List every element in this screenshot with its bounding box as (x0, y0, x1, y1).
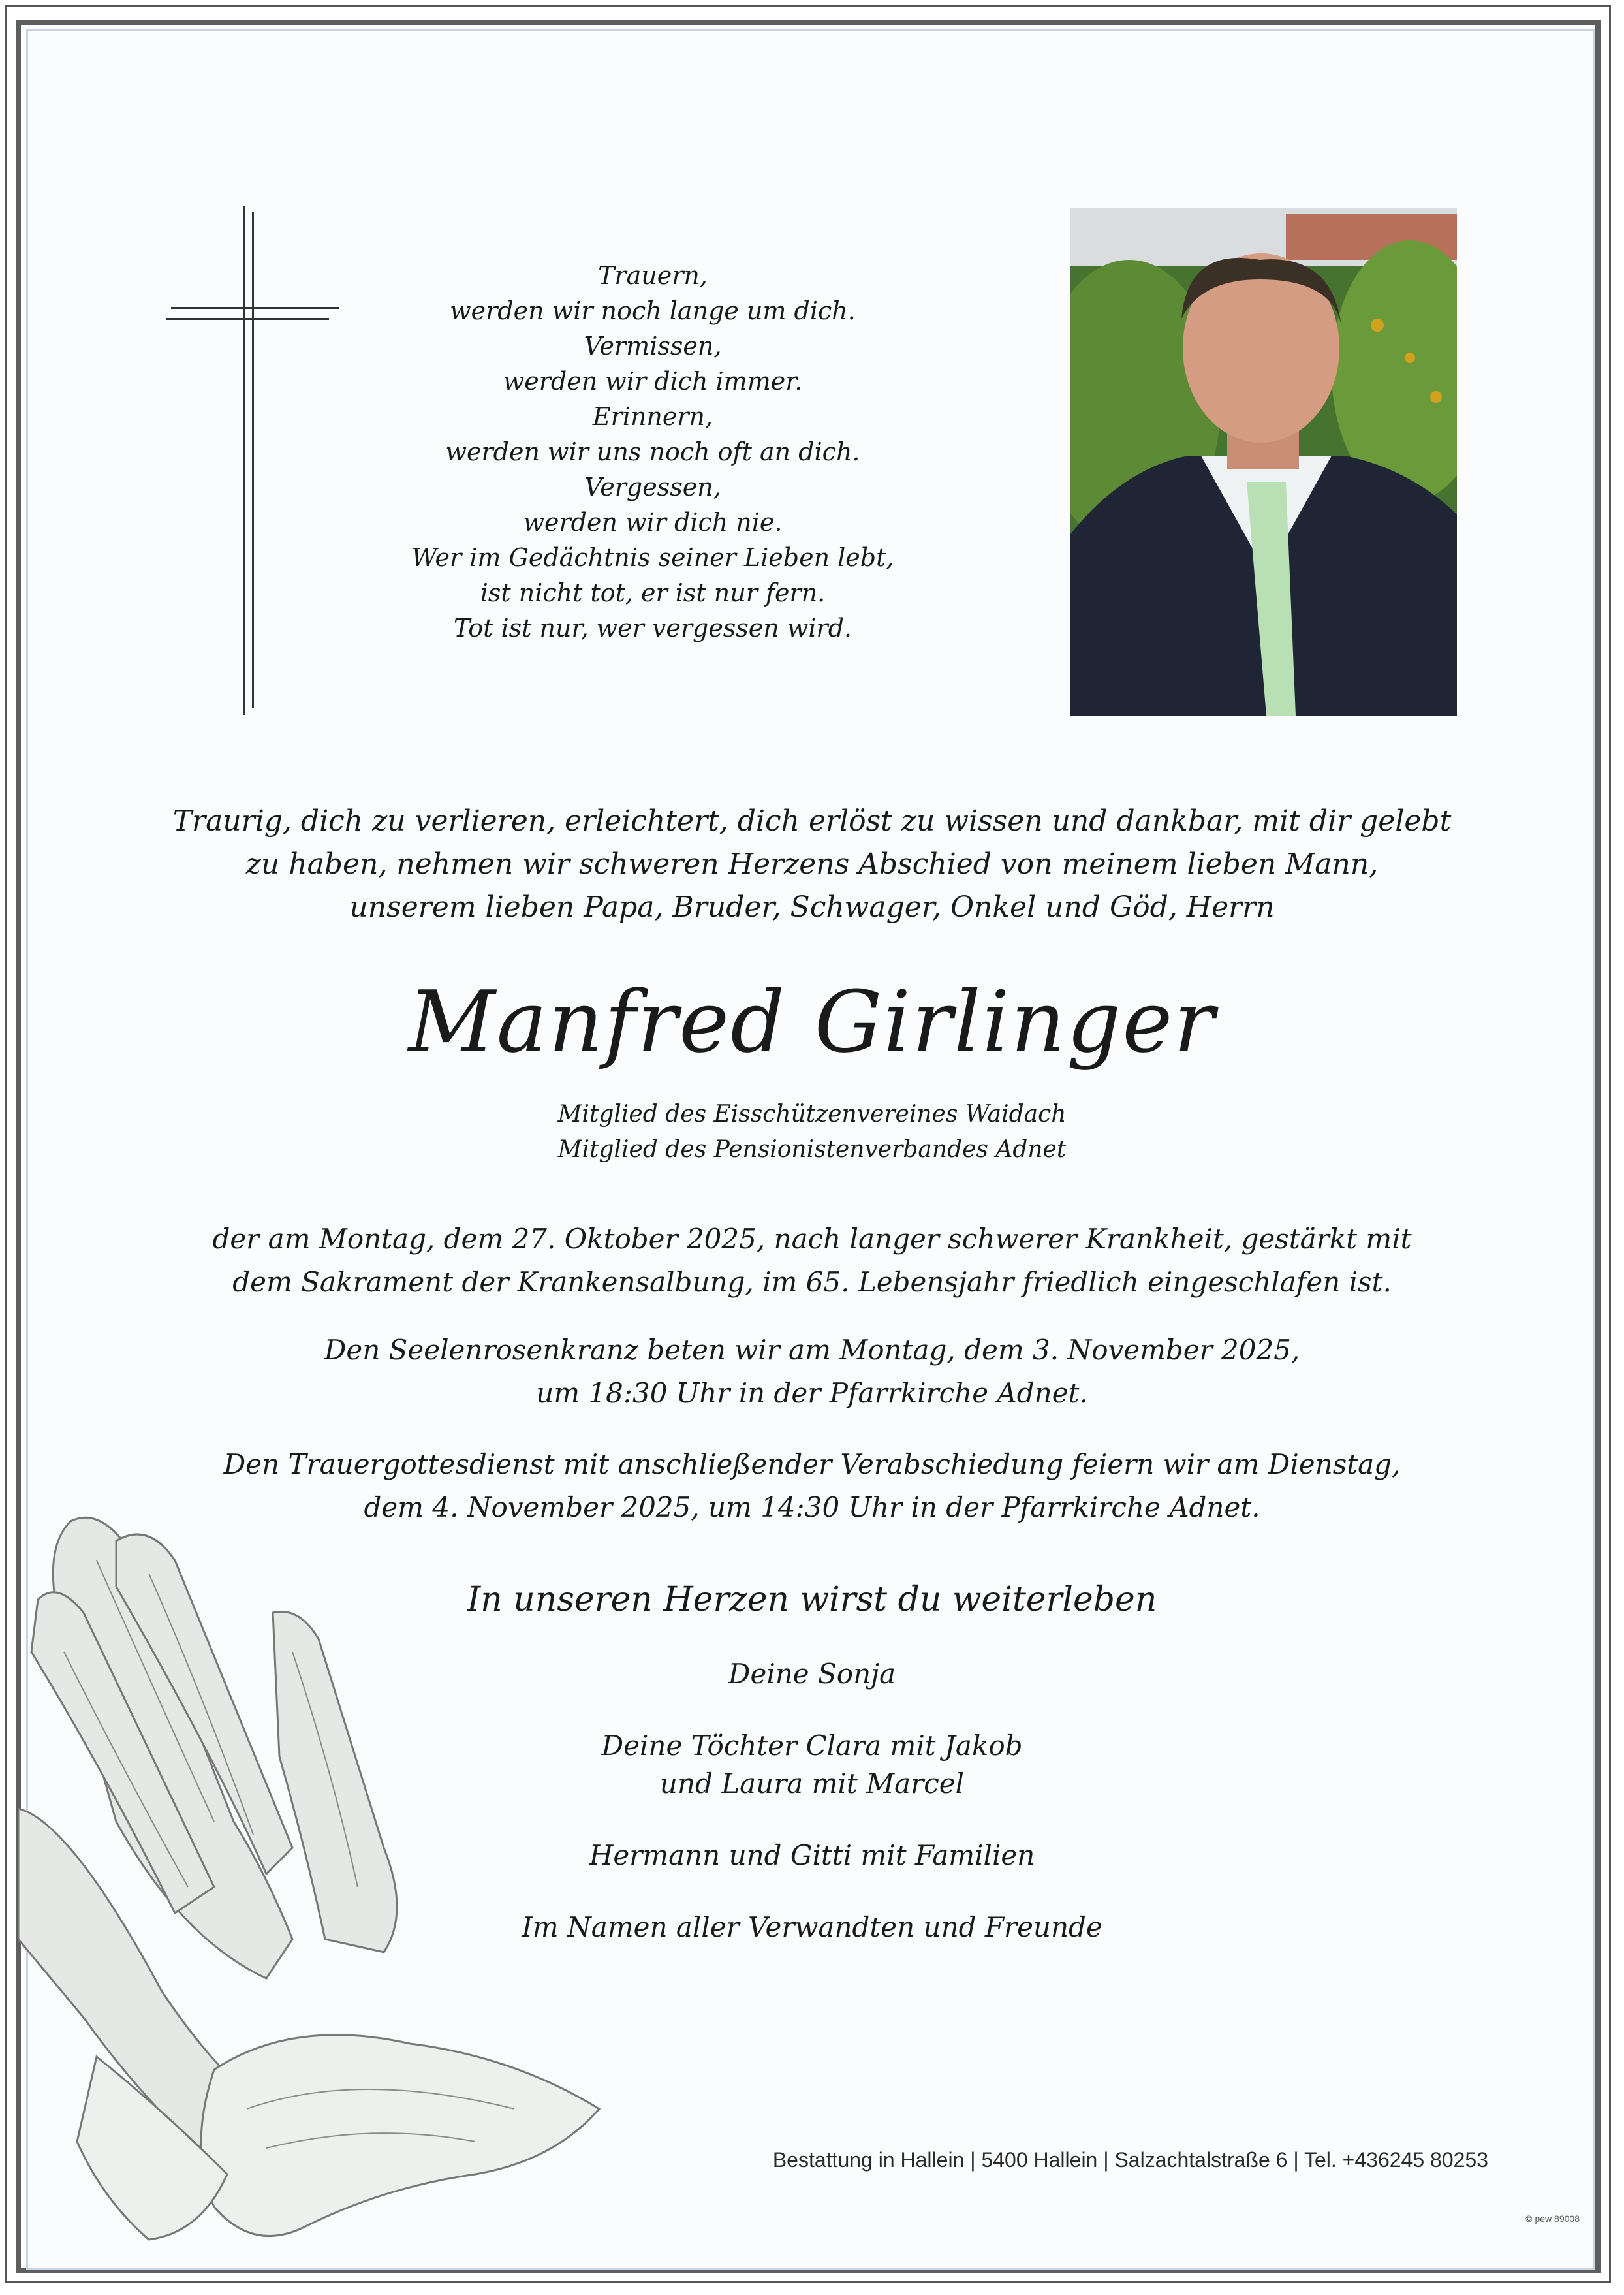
cross-icon (163, 206, 346, 715)
funeral-home-footer: Bestattung in Hallein | 5400 Hallein | Salzachtalstraße 6 | Tel. +436245 80253 (772, 2148, 1488, 2172)
death-notice-line: der am Montag, dem 27. Oktober 2025, nach langer schwerer Krankheit, gestärkt mit (212, 1223, 1412, 1255)
mourner-line: und Laura mit Marcel (659, 1767, 965, 1799)
rosary-line: Den Seelenrosenkranz beten wir am Montag, dem 3. November 2025, (324, 1334, 1300, 1366)
mourner-line: Im Namen aller Verwandten und Freunde (522, 1911, 1102, 1943)
membership-line: Mitglied des Pensionistenverbandes Adnet (557, 1136, 1067, 1163)
intro-line: zu haben, nehmen wir schweren Herzens Abschied von meinem lieben Mann, (245, 847, 1379, 881)
poem-line: werden wir dich nie. (523, 508, 783, 537)
poem-line: Vermissen, (584, 332, 722, 360)
poem-line: Erinnern, (592, 402, 713, 431)
motto: In unseren Herzen wirst du weiterleben (467, 1580, 1157, 1619)
deceased-name: Manfred Girlinger (408, 972, 1216, 1071)
rosary-notice (117, 1329, 1507, 1415)
praying-hands-icon (18, 1482, 619, 2266)
poem-line: werden wir dich immer. (503, 367, 803, 396)
poem-line: ist nicht tot, er ist nur fern. (480, 578, 826, 607)
memberships (392, 1097, 1232, 1167)
poem-line: Tot ist nur, wer vergessen wird. (453, 614, 852, 642)
rosary-line: um 18:30 Uhr in der Pfarrkirche Adnet. (536, 1377, 1088, 1409)
poem-line: Wer im Gedächtnis seiner Lieben lebt, (411, 543, 894, 572)
intro-line: unserem lieben Papa, Bruder, Schwager, Onkel und Göd, Herrn (349, 891, 1275, 924)
membership-line: Mitglied des Eisschützenvereines Waidach (557, 1101, 1067, 1128)
mourner-line: Deine Töchter Clara mit Jakob (601, 1730, 1023, 1762)
mourner-line: Hermann und Gitti mit Familien (589, 1839, 1035, 1871)
funeral-line: dem 4. November 2025, um 14:30 Uhr in der Pfarrkirche Adnet. (364, 1491, 1260, 1523)
poem (392, 258, 914, 646)
print-code: © pew 89008 (1525, 2213, 1580, 2224)
poem-line: werden wir uns noch oft an dich. (445, 437, 860, 466)
poem-line: Trauern, (598, 261, 708, 290)
portrait-photo (1070, 208, 1457, 716)
death-notice (117, 1218, 1507, 1304)
intro-line: Traurig, dich zu verlieren, erleichtert, dich erlöst zu wissen und dankbar, mit dir gelebt (172, 804, 1452, 838)
funeral-line: Den Trauergottesdienst mit anschließender Verabschiedung feiern wir am Dienstag, (223, 1448, 1401, 1480)
death-notice-line: dem Sakrament der Krankensalbung, im 65. Lebensjahr friedlich eingeschlafen ist. (232, 1266, 1392, 1298)
mourner-line: Deine Sonja (728, 1658, 896, 1690)
poem-line: werden wir noch lange um dich. (450, 296, 856, 325)
intro-text (117, 800, 1507, 929)
poem-line: Vergessen, (584, 473, 721, 501)
